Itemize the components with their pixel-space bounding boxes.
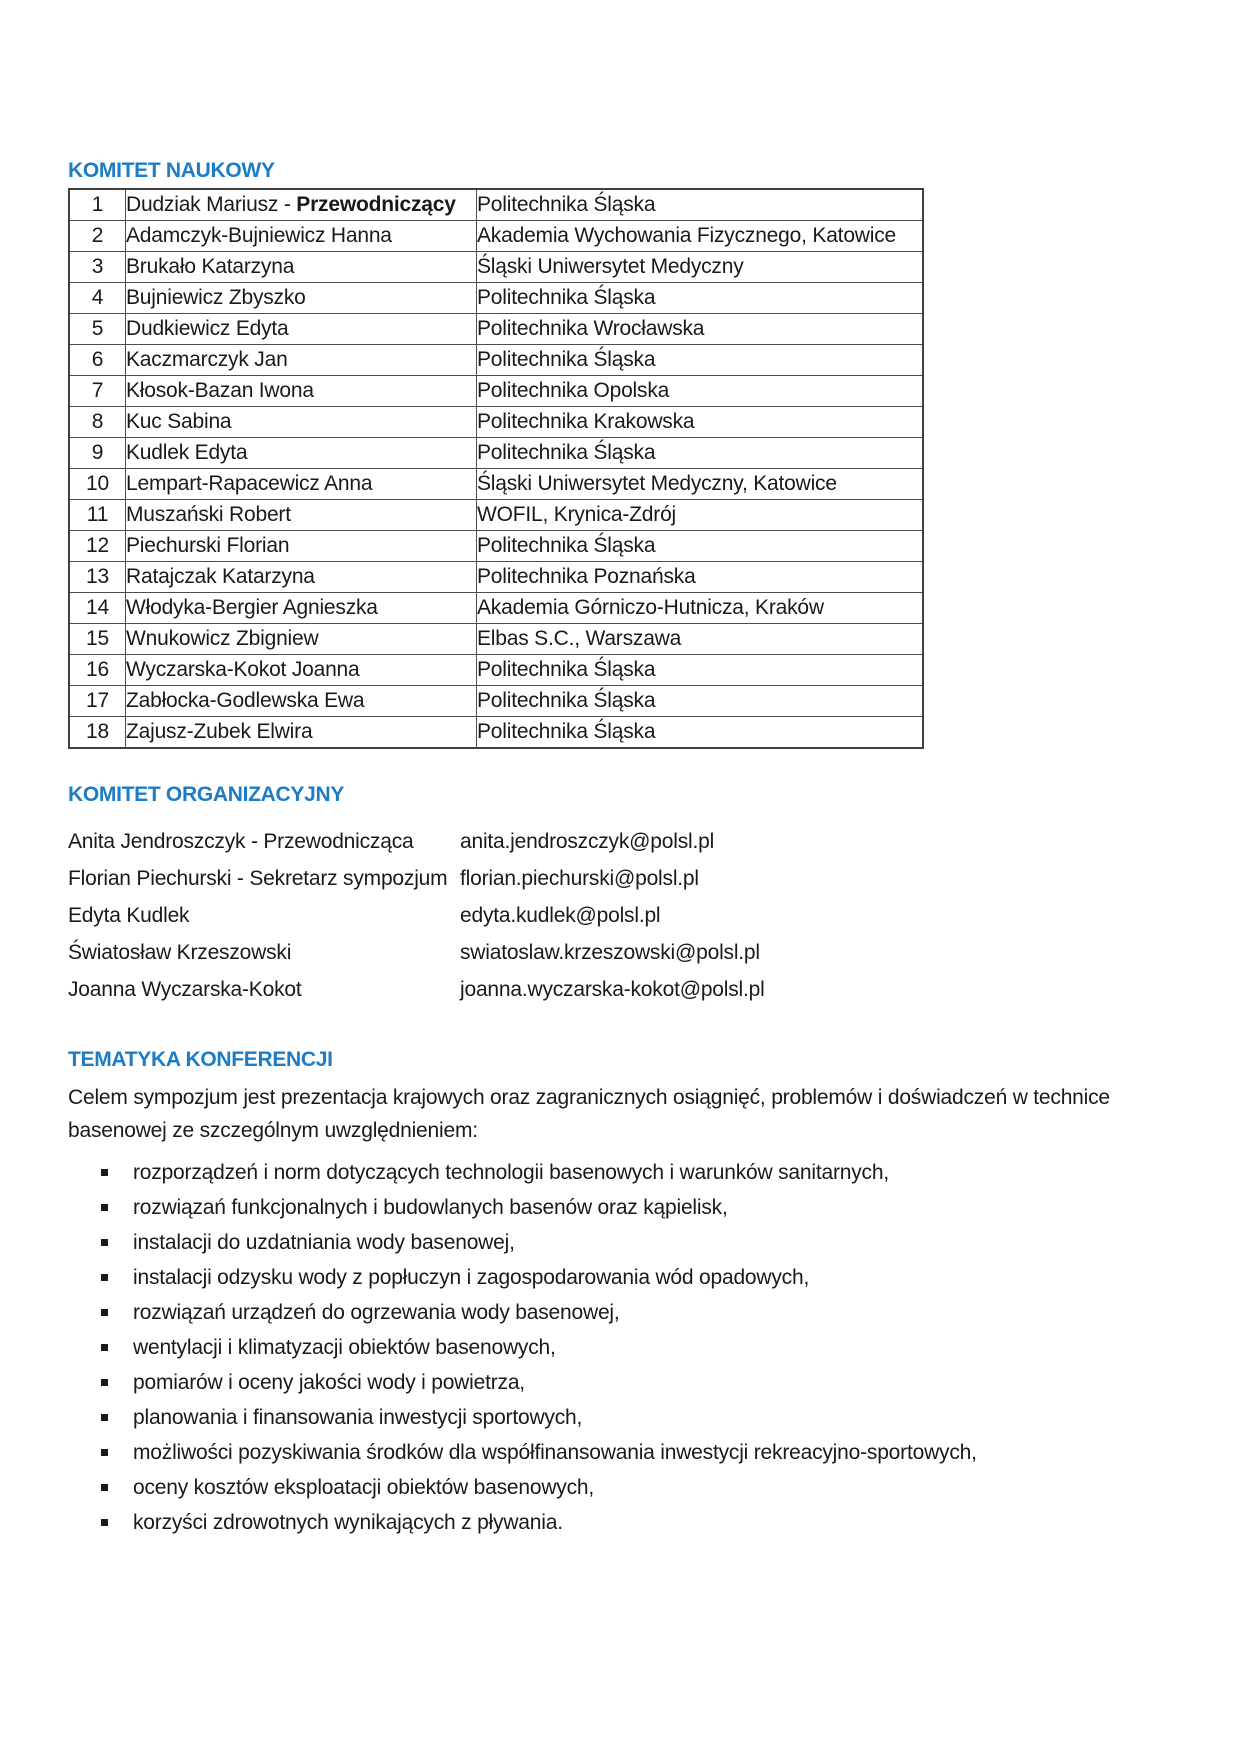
table-row (69, 221, 923, 252)
row-number-cell: 6 (69, 345, 126, 376)
row-number-cell: 2 (69, 221, 126, 252)
scientific-committee-table (68, 188, 924, 749)
list-item (68, 1260, 1173, 1295)
member-name: Lempart-Rapacewicz Anna (126, 472, 373, 495)
topic-text: możliwości pozyskiwania środków dla współfinansowania inwestycji rekreacyjno-sportowych, (133, 1441, 977, 1464)
organizing-committee-heading: KOMITET ORGANIZACYJNY (68, 783, 345, 806)
row-number-cell: 18 (69, 717, 126, 749)
table-row (69, 283, 923, 314)
topic-text: pomiarów i oceny jakości wody i powietrza, (133, 1371, 525, 1394)
member-name: Kuc Sabina (126, 410, 232, 433)
row-affiliation-cell: Politechnika Śląska (477, 189, 924, 221)
row-affiliation-cell: Politechnika Śląska (477, 283, 924, 314)
row-number-cell: 16 (69, 655, 126, 686)
row-name-cell (126, 252, 477, 283)
member-name: Bujniewicz Zbyszko (126, 286, 306, 309)
list-item (68, 1400, 1173, 1435)
member-name: Zajusz-Zubek Elwira (126, 720, 313, 743)
member-name: Zabłocka-Godlewska Ewa (126, 689, 365, 712)
organizer-email: anita.jendroszczyk@polsl.pl (460, 830, 715, 853)
member-name: Wyczarska-Kokot Joanna (126, 658, 360, 681)
table-row (69, 345, 923, 376)
organizer-email: edyta.kudlek@polsl.pl (460, 904, 661, 927)
row-number-cell: 10 (69, 469, 126, 500)
row-number-cell: 12 (69, 531, 126, 562)
row-number-cell: 13 (69, 562, 126, 593)
list-item (68, 1190, 1173, 1225)
row-name-cell (126, 314, 477, 345)
topic-text: planowania i finansowania inwestycji sportowych, (133, 1406, 583, 1429)
bullet-square-icon (101, 1274, 108, 1281)
member-name: Kłosok-Bazan Iwona (126, 379, 314, 402)
topic-text: instalacji do uzdatniania wody basenowej, (133, 1231, 515, 1254)
table-row (69, 562, 923, 593)
topic-text: oceny kosztów eksploatacji obiektów basenowych, (133, 1476, 595, 1499)
member-name: Ratajczak Katarzyna (126, 565, 315, 588)
list-item (68, 1470, 1173, 1505)
table-row (69, 252, 923, 283)
member-name: Piechurski Florian (126, 534, 290, 557)
topics-bullet-list (68, 1155, 1173, 1540)
organizer-name: Edyta Kudlek (68, 904, 190, 927)
row-affiliation-cell: Politechnika Śląska (477, 717, 924, 749)
organizer-email: swiatoslaw.krzeszowski@polsl.pl (460, 941, 760, 964)
topic-text: wentylacji i klimatyzacji obiektów basenowych, (133, 1336, 556, 1359)
list-item (68, 1225, 1173, 1260)
table-row (69, 624, 923, 655)
row-name-cell (126, 717, 477, 749)
organizing-committee-row (68, 971, 1173, 1008)
bullet-square-icon (101, 1169, 108, 1176)
topic-text: instalacji odzysku wody z popłuczyn i zagospodarowania wód opadowych, (133, 1266, 810, 1289)
row-name-cell (126, 283, 477, 314)
organizer-name: Światosław Krzeszowski (68, 941, 292, 964)
row-affiliation-cell: Politechnika Poznańska (477, 562, 924, 593)
topic-text: korzyści zdrowotnych wynikających z pływania. (133, 1511, 563, 1534)
row-name-cell (126, 562, 477, 593)
row-name-cell (126, 407, 477, 438)
row-number-cell: 8 (69, 407, 126, 438)
organizing-committee-row (68, 860, 1173, 897)
topic-text: rozwiązań funkcjonalnych i budowlanych basenów oraz kąpielisk, (133, 1196, 728, 1219)
row-affiliation-cell: Politechnika Śląska (477, 438, 924, 469)
list-item (68, 1365, 1173, 1400)
table-row (69, 593, 923, 624)
row-name-cell (126, 469, 477, 500)
row-number-cell: 9 (69, 438, 126, 469)
topics-intro-paragraph: Celem sympozjum jest prezentacja krajowych oraz zagranicznych osiągnięć, problemów i doświadczeń w technice basenowej ze szczególnym uwzględnieniem: (68, 1086, 1110, 1142)
list-item (68, 1295, 1173, 1330)
row-affiliation-cell: Politechnika Opolska (477, 376, 924, 407)
table-row (69, 500, 923, 531)
topic-text: rozwiązań urządzeń do ogrzewania wody basenowej, (133, 1301, 620, 1324)
bullet-square-icon (101, 1379, 108, 1386)
bullet-square-icon (101, 1414, 108, 1421)
member-name: Dudkiewicz Edyta (126, 317, 289, 340)
row-number-cell: 4 (69, 283, 126, 314)
row-affiliation-cell: Politechnika Śląska (477, 531, 924, 562)
list-item (68, 1505, 1173, 1540)
row-affiliation-cell: Akademia Wychowania Fizycznego, Katowice (477, 221, 924, 252)
row-name-cell (126, 376, 477, 407)
row-affiliation-cell: Śląski Uniwersytet Medyczny (477, 252, 924, 283)
table-row (69, 686, 923, 717)
row-number-cell: 17 (69, 686, 126, 717)
row-name-cell (126, 221, 477, 252)
list-item (68, 1155, 1173, 1190)
organizing-committee-row (68, 823, 1173, 860)
organizing-committee-row (68, 934, 1173, 971)
row-affiliation-cell: Politechnika Wrocławska (477, 314, 924, 345)
member-name: Kudlek Edyta (126, 441, 248, 464)
row-number-cell: 14 (69, 593, 126, 624)
bullet-square-icon (101, 1309, 108, 1316)
row-number-cell: 3 (69, 252, 126, 283)
table-row (69, 376, 923, 407)
conference-topics-heading: TEMATYKA KONFERENCJI (68, 1048, 333, 1071)
scientific-committee-heading: KOMITET NAUKOWY (68, 159, 275, 182)
bullet-square-icon (101, 1519, 108, 1526)
table-row (69, 314, 923, 345)
organizing-committee-row (68, 897, 1173, 934)
organizer-email: florian.piechurski@polsl.pl (460, 867, 699, 890)
member-role-bold: Przewodniczący (296, 193, 456, 216)
organizer-name: Florian Piechurski - Sekretarz sympozjum (68, 867, 448, 890)
row-affiliation-cell: Akademia Górniczo-Hutnicza, Kraków (477, 593, 924, 624)
member-name: Włodyka-Bergier Agnieszka (126, 596, 378, 619)
member-name: Kaczmarczyk Jan (126, 348, 288, 371)
table-row (69, 438, 923, 469)
list-item (68, 1435, 1173, 1470)
row-affiliation-cell: Politechnika Śląska (477, 655, 924, 686)
topic-text: rozporządzeń i norm dotyczących technologii basenowych i warunków sanitarnych, (133, 1161, 889, 1184)
row-name-cell (126, 189, 477, 221)
row-number-cell: 7 (69, 376, 126, 407)
table-row (69, 655, 923, 686)
row-affiliation-cell: Politechnika Krakowska (477, 407, 924, 438)
member-name: Dudziak Mariusz - (126, 193, 297, 216)
row-name-cell (126, 345, 477, 376)
bullet-square-icon (101, 1484, 108, 1491)
row-number-cell: 11 (69, 500, 126, 531)
row-affiliation-cell: WOFIL, Krynica-Zdrój (477, 500, 924, 531)
row-affiliation-cell: Politechnika Śląska (477, 686, 924, 717)
member-name: Adamczyk-Bujniewicz Hanna (126, 224, 392, 247)
row-name-cell (126, 686, 477, 717)
row-number-cell: 1 (69, 189, 126, 221)
bullet-square-icon (101, 1204, 108, 1211)
row-name-cell (126, 624, 477, 655)
row-name-cell (126, 655, 477, 686)
table-row (69, 717, 923, 749)
bullet-square-icon (101, 1344, 108, 1351)
bullet-square-icon (101, 1449, 108, 1456)
member-name: Wnukowicz Zbigniew (126, 627, 319, 650)
table-row (69, 469, 923, 500)
organizer-name: Anita Jendroszczyk - Przewodnicząca (68, 830, 414, 853)
row-number-cell: 15 (69, 624, 126, 655)
scientific-committee-table-body (69, 189, 923, 748)
row-affiliation-cell: Elbas S.C., Warszawa (477, 624, 924, 655)
member-name: Muszański Robert (126, 503, 291, 526)
table-row (69, 189, 923, 221)
row-affiliation-cell: Politechnika Śląska (477, 345, 924, 376)
row-name-cell (126, 500, 477, 531)
row-number-cell: 5 (69, 314, 126, 345)
table-row (69, 531, 923, 562)
row-name-cell (126, 438, 477, 469)
bullet-square-icon (101, 1239, 108, 1246)
row-affiliation-cell: Śląski Uniwersytet Medyczny, Katowice (477, 469, 924, 500)
document-content (68, 0, 1173, 1540)
row-name-cell (126, 531, 477, 562)
table-row (69, 407, 923, 438)
organizer-name: Joanna Wyczarska-Kokot (68, 978, 302, 1001)
row-name-cell (126, 593, 477, 624)
list-item (68, 1330, 1173, 1365)
organizer-email: joanna.wyczarska-kokot@polsl.pl (460, 978, 765, 1001)
member-name: Brukało Katarzyna (126, 255, 295, 278)
organizing-committee-list (68, 823, 1173, 1008)
